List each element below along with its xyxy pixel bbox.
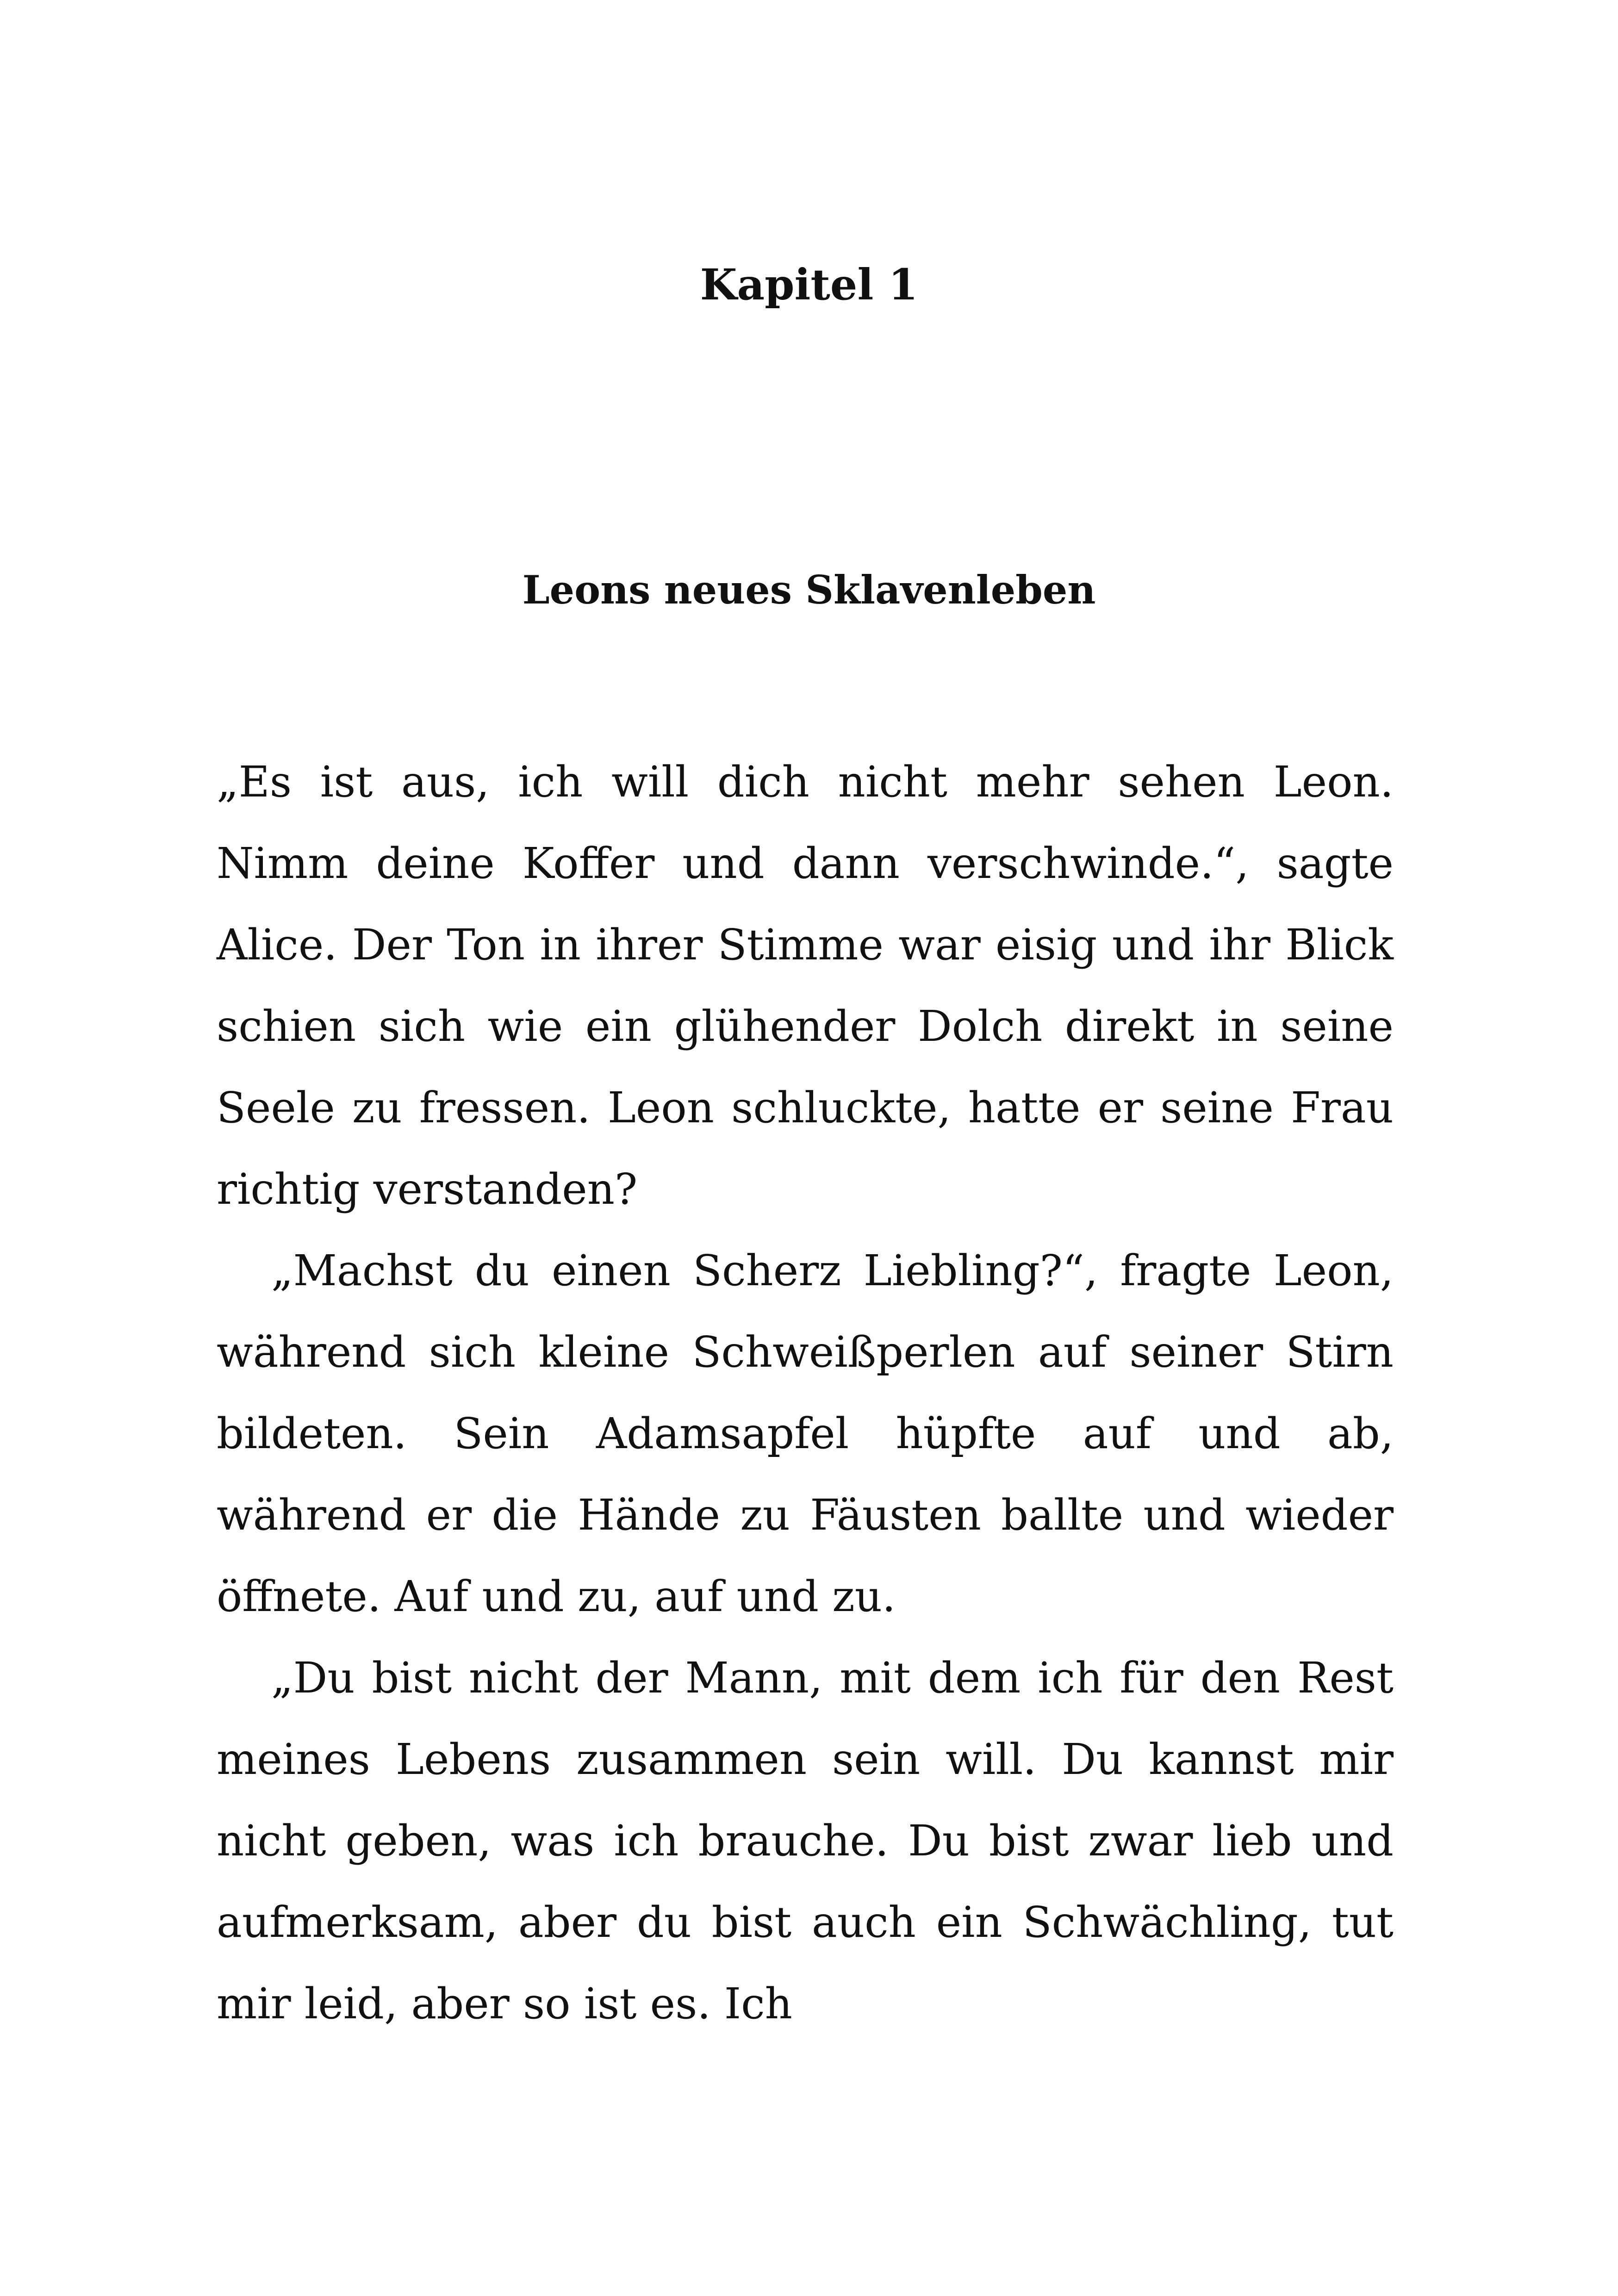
paragraph-2: „Machst du einen Scherz Liebling?“, fragte Leon, während sich kleine Schweißperlen auf seiner Stirn bildeten. Sein Adamsapfel hüpfte auf und ab, während er die Hände zu Fäusten ballte und wieder öffnete. Auf und zu, auf und zu. (217, 1246, 1394, 1621)
chapter-title: Kapitel 1 (700, 260, 918, 310)
paragraph-1: „Es ist aus, ich will dich nicht mehr sehen Leon. Nimm deine Koffer und dann verschwinde.“, sagte Alice. Der Ton in ihrer Stimme war eisig und ihr Blick schien sich wie ein glühender Dolch direkt in seine Seele zu fressen. Leon schluckte, hatte er seine Frau richtig verstanden? (217, 757, 1394, 1214)
paragraph-3: „Du bist nicht der Mann, mit dem ich für den Rest meines Lebens zusammen sein will. Du kannst mir nicht geben, was ich brauche. Du bist zwar lieb und aufmerksam, aber du bist auch ein Schwächling, tut mir leid, aber so ist es. Ich (217, 1653, 1394, 2028)
chapter-subtitle: Leons neues Sklavenleben (522, 567, 1096, 613)
chapter-body (217, 741, 1394, 2045)
